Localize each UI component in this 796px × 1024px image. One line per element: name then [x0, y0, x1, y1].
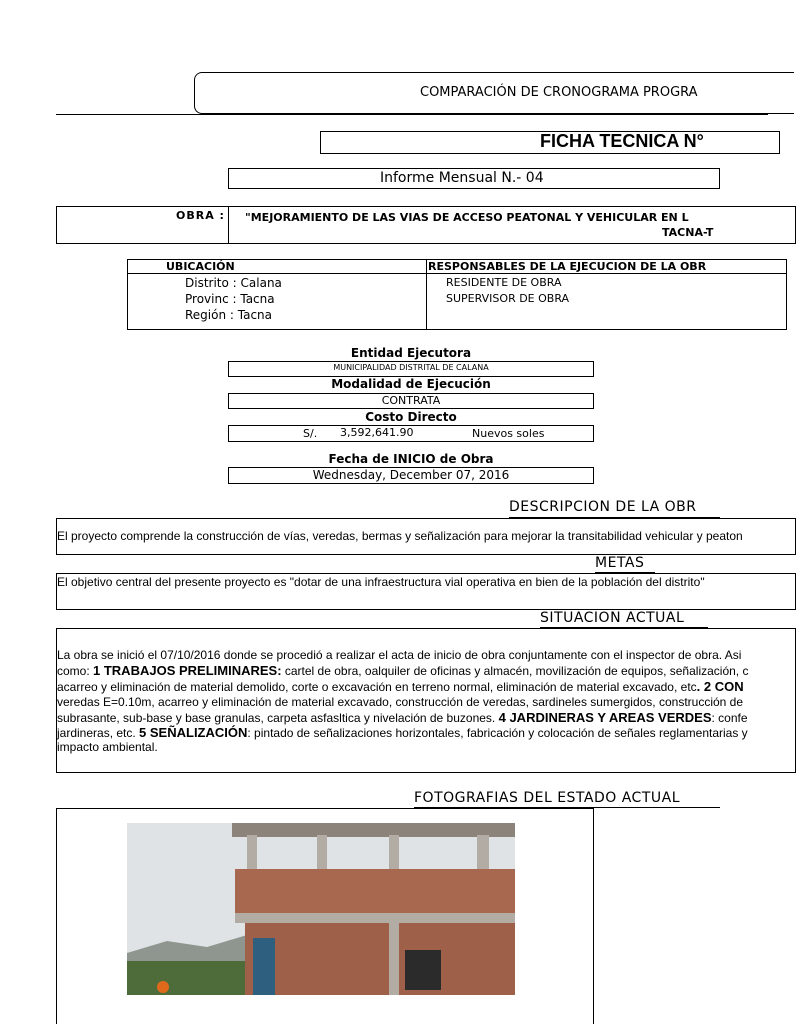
supervisor: SUPERVISOR DE OBRA: [446, 292, 570, 305]
photo-worker: [157, 981, 169, 993]
descripcion-title: DESCRIPCION DE LA OBR: [509, 499, 697, 515]
situacion-line-6-b: 5 SEÑALIZACIÓN: [139, 725, 248, 740]
situacion-line-2: [57, 663, 749, 678]
responsables-header: RESPONSABLES DE LA EJECUCION DE LA OBR: [428, 260, 707, 273]
obra-title-line2: TACNA-T: [662, 226, 714, 239]
photo-brick-lower: [245, 923, 515, 995]
situacion-line-1: La obra se inició el 07/10/2016 donde se procedió a realizar el acta de inicio de obra conjuntamente con el inspector de obra. Asi: [57, 648, 742, 662]
costo-label: Costo Directo: [365, 410, 457, 424]
situacion-line-5-a: subrasante, sub-base y base granulas, carpeta asfasltica y nivelación de buzones.: [57, 711, 499, 725]
modalidad-label: Modalidad de Ejecución: [331, 377, 491, 391]
ficha-title: FICHA TECNICA N°: [540, 131, 704, 151]
situacion-line-2-b: 1 TRABAJOS PRELIMINARES:: [93, 663, 282, 678]
situacion-line-5: [57, 710, 748, 725]
report-number: Informe Mensual N.- 04: [380, 170, 544, 186]
situacion-title: SITUACION ACTUAL: [540, 610, 685, 626]
header-underline: [56, 114, 768, 115]
costo-currency: S/.: [303, 427, 318, 440]
photo-vegetation: [127, 961, 257, 995]
location-header-line: [127, 273, 787, 274]
situacion-line-3-b: . 2 CON: [696, 679, 744, 694]
location-divider: [426, 259, 427, 330]
photo-slab-top: [232, 823, 515, 837]
photo-column-lower: [389, 923, 399, 995]
obra-divider: [228, 206, 229, 244]
obra-title-line1: "MEJORAMIENTO DE LAS VIAS DE ACCESO PEATONAL Y VEHICULAR EN L: [245, 211, 689, 224]
fecha-value: Wednesday, December 07, 2016: [312, 468, 510, 482]
construction-photo: [127, 823, 515, 995]
metas-title: METAS: [595, 555, 645, 571]
photo-window: [405, 950, 441, 990]
situacion-line-5-c: : confe: [711, 711, 748, 725]
situacion-line-3: [57, 679, 744, 694]
situacion-line-7: impacto ambiental.: [57, 740, 158, 754]
situacion-line-6: [57, 725, 748, 740]
fecha-label: Fecha de INICIO de Obra: [328, 452, 494, 466]
photo-beam: [235, 913, 515, 923]
obra-label: OBRA :: [176, 209, 225, 222]
residente: RESIDENTE DE OBRA: [446, 276, 562, 289]
metas-text: El objetivo central del presente proyecto es "dotar de una infraestructura vial operativa en bien de la población del distrito": [57, 575, 705, 589]
photo-brick-upper: [235, 869, 515, 917]
situacion-line-6-c: : pintado de señalizaciones horizontales, fabricación y colocación de señales reglamentarias y: [247, 726, 748, 740]
descripcion-text: El proyecto comprende la construcción de vías, veredas, bermas y señalización para mejorar la transitabilidad vehicular y peaton: [57, 529, 743, 543]
costo-amount: 3,592,641.90: [340, 426, 414, 439]
region: Región : Tacna: [185, 308, 273, 322]
situacion-line-3-a: acarreo y eliminación de material demolido, corte o excavación en terreno normal, eliminación de material excavado, etc: [57, 680, 697, 694]
entidad-label: Entidad Ejecutora: [350, 346, 472, 360]
situacion-line-2-c: cartel de obra, oalquiler de oficinas y almacén, movilización de equipos, señalización, c: [281, 664, 749, 678]
provincia: Provinc : Tacna: [185, 292, 275, 306]
situacion-line-2-a: como:: [57, 664, 94, 678]
situacion-line-6-a: jardineras, etc.: [57, 726, 140, 740]
fotografias-title: FOTOGRAFIAS DEL ESTADO ACTUAL: [414, 790, 681, 806]
comparison-title: COMPARACIÓN DE CRONOGRAMA PROGRA: [420, 85, 698, 100]
ubicacion-header: UBICACIÓN: [166, 260, 235, 273]
situacion-line-5-b: 4 JARDINERAS Y AREAS VERDES: [498, 710, 712, 725]
entidad-value: MUNICIPALIDAD DISTRITAL DE CALANA: [333, 363, 489, 372]
modalidad-value: CONTRATA: [381, 394, 441, 407]
costo-unit: Nuevos soles: [472, 427, 545, 440]
photo-door: [253, 938, 275, 995]
distrito: Distrito : Calana: [185, 276, 282, 290]
situacion-line-4: veredas E=0.10m, acarreo y eliminación de material excavado, construcción de veredas, sardineles sumergidos, construcción de: [57, 695, 744, 709]
